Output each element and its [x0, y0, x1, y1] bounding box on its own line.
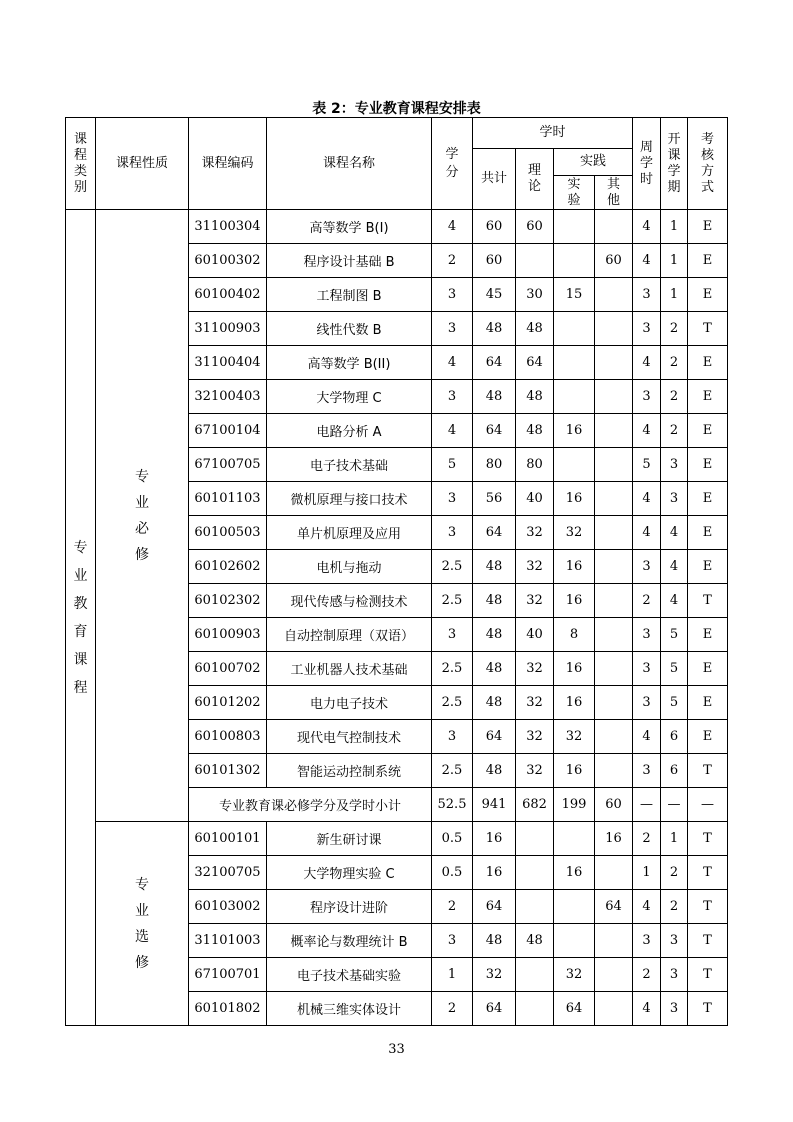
course-exam-type: T	[688, 924, 728, 958]
course-name: 高等数学 B(II)	[267, 346, 432, 380]
course-exam-type: E	[688, 380, 728, 414]
course-semester: 2	[661, 380, 688, 414]
header-experiment-text: 实验	[567, 176, 581, 208]
course-theory-hours: 32	[516, 584, 554, 618]
course-credit: 2	[432, 890, 473, 924]
course-theory-hours	[516, 958, 554, 992]
course-name: 电子技术基础实验	[267, 958, 432, 992]
course-semester: 2	[661, 346, 688, 380]
course-other-hours	[595, 312, 633, 346]
course-code: 60100702	[189, 652, 267, 686]
course-theory-hours: 32	[516, 754, 554, 788]
header-exam	[688, 118, 728, 210]
course-code: 31100903	[189, 312, 267, 346]
course-experiment-hours	[554, 210, 595, 244]
course-code: 60101202	[189, 686, 267, 720]
course-weekly-hours: 3	[633, 618, 661, 652]
course-experiment-hours	[554, 312, 595, 346]
course-weekly-hours: 2	[633, 584, 661, 618]
course-weekly-hours: 3	[633, 312, 661, 346]
course-code: 60101103	[189, 482, 267, 516]
course-exam-type: T	[688, 584, 728, 618]
course-semester: 5	[661, 618, 688, 652]
course-name: 现代传感与检测技术	[267, 584, 432, 618]
course-name: 现代电气控制技术	[267, 720, 432, 754]
course-other-hours	[595, 958, 633, 992]
header-exam-text: 考核方式	[701, 131, 715, 195]
course-theory-hours	[516, 890, 554, 924]
course-credit: 2.5	[432, 686, 473, 720]
subtotal-weekly: —	[633, 788, 661, 822]
course-code: 60103002	[189, 890, 267, 924]
course-exam-type: E	[688, 244, 728, 278]
subtotal-total: 941	[473, 788, 516, 822]
course-name: 智能运动控制系统	[267, 754, 432, 788]
course-exam-type: E	[688, 618, 728, 652]
course-theory-hours: 80	[516, 448, 554, 482]
course-other-hours	[595, 380, 633, 414]
course-semester: 1	[661, 822, 688, 856]
course-total-hours: 48	[473, 754, 516, 788]
course-credit: 3	[432, 720, 473, 754]
course-name: 自动控制原理（双语）	[267, 618, 432, 652]
course-other-hours	[595, 686, 633, 720]
course-theory-hours: 48	[516, 924, 554, 958]
required-nature-cell	[96, 210, 189, 822]
course-credit: 3	[432, 924, 473, 958]
subtotal-experiment: 199	[554, 788, 595, 822]
header-category	[66, 118, 96, 210]
course-semester: 3	[661, 448, 688, 482]
category-label: 专业教育课程	[73, 539, 88, 696]
course-semester: 3	[661, 992, 688, 1026]
course-exam-type: E	[688, 448, 728, 482]
header-other	[595, 176, 633, 210]
header-theory	[516, 149, 554, 210]
course-other-hours: 60	[595, 244, 633, 278]
course-experiment-hours	[554, 380, 595, 414]
course-semester: 2	[661, 890, 688, 924]
course-total-hours: 64	[473, 890, 516, 924]
course-semester: 5	[661, 652, 688, 686]
header-semester	[661, 118, 688, 210]
course-other-hours	[595, 754, 633, 788]
course-experiment-hours: 16	[554, 550, 595, 584]
course-weekly-hours: 2	[633, 822, 661, 856]
elective-nature-cell	[96, 822, 189, 1026]
header-code: 课程编码	[189, 118, 267, 210]
course-total-hours: 64	[473, 720, 516, 754]
course-code: 60100101	[189, 822, 267, 856]
course-other-hours	[595, 584, 633, 618]
elective-label: 专业选修	[135, 876, 149, 971]
subtotal-exam: —	[688, 788, 728, 822]
course-other-hours	[595, 992, 633, 1026]
course-weekly-hours: 2	[633, 958, 661, 992]
course-theory-hours: 32	[516, 652, 554, 686]
course-total-hours: 32	[473, 958, 516, 992]
course-credit: 2	[432, 244, 473, 278]
course-experiment-hours: 16	[554, 414, 595, 448]
course-experiment-hours: 8	[554, 618, 595, 652]
course-code: 60100803	[189, 720, 267, 754]
course-experiment-hours: 16	[554, 754, 595, 788]
course-other-hours	[595, 924, 633, 958]
course-exam-type: E	[688, 346, 728, 380]
course-other-hours	[595, 652, 633, 686]
course-total-hours: 80	[473, 448, 516, 482]
subtotal-other: 60	[595, 788, 633, 822]
course-weekly-hours: 4	[633, 244, 661, 278]
course-experiment-hours	[554, 890, 595, 924]
header-nature: 课程性质	[96, 118, 189, 210]
course-exam-type: E	[688, 720, 728, 754]
subtotal-theory: 682	[516, 788, 554, 822]
course-weekly-hours: 4	[633, 414, 661, 448]
course-total-hours: 48	[473, 652, 516, 686]
course-total-hours: 64	[473, 414, 516, 448]
course-credit: 3	[432, 278, 473, 312]
course-credit: 2.5	[432, 584, 473, 618]
header-total: 共计	[473, 149, 516, 210]
course-semester: 5	[661, 686, 688, 720]
course-semester: 4	[661, 550, 688, 584]
course-other-hours	[595, 516, 633, 550]
course-credit: 4	[432, 414, 473, 448]
course-other-hours	[595, 448, 633, 482]
course-credit: 0.5	[432, 822, 473, 856]
course-experiment-hours: 16	[554, 686, 595, 720]
course-total-hours: 48	[473, 686, 516, 720]
header-weekly	[633, 118, 661, 210]
course-credit: 3	[432, 482, 473, 516]
course-semester: 6	[661, 720, 688, 754]
course-code: 60102302	[189, 584, 267, 618]
course-semester: 1	[661, 244, 688, 278]
course-theory-hours: 60	[516, 210, 554, 244]
course-name: 机械三维实体设计	[267, 992, 432, 1026]
course-total-hours: 16	[473, 822, 516, 856]
course-other-hours	[595, 856, 633, 890]
course-code: 31101003	[189, 924, 267, 958]
course-credit: 3	[432, 380, 473, 414]
course-table	[65, 117, 728, 1026]
course-experiment-hours: 16	[554, 584, 595, 618]
course-exam-type: T	[688, 754, 728, 788]
course-weekly-hours: 4	[633, 890, 661, 924]
course-name: 程序设计基础 B	[267, 244, 432, 278]
course-weekly-hours: 4	[633, 210, 661, 244]
course-theory-hours: 48	[516, 380, 554, 414]
course-weekly-hours: 3	[633, 550, 661, 584]
course-name: 高等数学 B(I)	[267, 210, 432, 244]
course-other-hours	[595, 618, 633, 652]
course-code: 60100302	[189, 244, 267, 278]
course-experiment-hours	[554, 244, 595, 278]
course-total-hours: 56	[473, 482, 516, 516]
header-theory-text: 理论	[527, 163, 541, 194]
required-label: 专业必修	[135, 468, 149, 563]
course-credit: 4	[432, 346, 473, 380]
course-weekly-hours: 4	[633, 516, 661, 550]
course-semester: 2	[661, 312, 688, 346]
course-name: 工程制图 B	[267, 278, 432, 312]
course-weekly-hours: 1	[633, 856, 661, 890]
course-credit: 0.5	[432, 856, 473, 890]
course-experiment-hours: 16	[554, 482, 595, 516]
course-weekly-hours: 3	[633, 686, 661, 720]
category-cell	[66, 210, 96, 1026]
course-theory-hours: 32	[516, 516, 554, 550]
course-total-hours: 48	[473, 924, 516, 958]
course-weekly-hours: 5	[633, 448, 661, 482]
course-name: 单片机原理及应用	[267, 516, 432, 550]
course-exam-type: E	[688, 210, 728, 244]
course-exam-type: E	[688, 482, 728, 516]
course-code: 67100701	[189, 958, 267, 992]
course-experiment-hours: 64	[554, 992, 595, 1026]
course-experiment-hours: 16	[554, 856, 595, 890]
header-name: 课程名称	[267, 118, 432, 210]
course-experiment-hours	[554, 346, 595, 380]
course-weekly-hours: 4	[633, 482, 661, 516]
course-semester: 3	[661, 924, 688, 958]
course-theory-hours: 64	[516, 346, 554, 380]
course-theory-hours: 32	[516, 720, 554, 754]
course-experiment-hours	[554, 448, 595, 482]
header-weekly-text: 周学时	[640, 139, 654, 187]
course-theory-hours: 32	[516, 550, 554, 584]
course-weekly-hours: 3	[633, 652, 661, 686]
subtotal-label: 专业教育课必修学分及学时小计	[189, 788, 432, 822]
course-weekly-hours: 3	[633, 754, 661, 788]
header-semester-text: 开课学期	[667, 131, 681, 195]
course-name: 概率论与数理统计 B	[267, 924, 432, 958]
course-theory-hours	[516, 992, 554, 1026]
course-other-hours	[595, 482, 633, 516]
course-credit: 5	[432, 448, 473, 482]
course-credit: 2.5	[432, 550, 473, 584]
course-credit: 1	[432, 958, 473, 992]
course-code: 31100304	[189, 210, 267, 244]
course-total-hours: 45	[473, 278, 516, 312]
course-experiment-hours: 16	[554, 652, 595, 686]
header-credit	[432, 118, 473, 210]
course-credit: 2.5	[432, 652, 473, 686]
course-total-hours: 48	[473, 312, 516, 346]
course-theory-hours: 32	[516, 686, 554, 720]
course-semester: 1	[661, 278, 688, 312]
course-exam-type: T	[688, 958, 728, 992]
course-semester: 2	[661, 414, 688, 448]
course-exam-type: E	[688, 550, 728, 584]
course-exam-type: E	[688, 278, 728, 312]
table-body	[66, 210, 728, 1026]
header-practice: 实践	[554, 149, 633, 176]
course-semester: 3	[661, 482, 688, 516]
header-experiment	[554, 176, 595, 210]
course-experiment-hours	[554, 822, 595, 856]
header-other-text: 其他	[606, 176, 620, 208]
course-credit: 3	[432, 516, 473, 550]
course-name: 工业机器人技术基础	[267, 652, 432, 686]
course-code: 32100705	[189, 856, 267, 890]
course-total-hours: 64	[473, 346, 516, 380]
course-weekly-hours: 3	[633, 924, 661, 958]
course-exam-type: E	[688, 652, 728, 686]
course-exam-type: E	[688, 686, 728, 720]
course-name: 电机与拖动	[267, 550, 432, 584]
header-credit-text: 学分	[445, 146, 459, 180]
course-code: 60100503	[189, 516, 267, 550]
course-exam-type: T	[688, 992, 728, 1026]
course-semester: 4	[661, 584, 688, 618]
course-other-hours	[595, 346, 633, 380]
course-exam-type: E	[688, 516, 728, 550]
course-other-hours	[595, 210, 633, 244]
course-weekly-hours: 4	[633, 992, 661, 1026]
course-other-hours: 16	[595, 822, 633, 856]
course-theory-hours: 30	[516, 278, 554, 312]
course-code: 67100705	[189, 448, 267, 482]
course-name: 微机原理与接口技术	[267, 482, 432, 516]
course-credit: 3	[432, 618, 473, 652]
course-other-hours	[595, 720, 633, 754]
page-number: 33	[388, 1042, 405, 1057]
course-weekly-hours: 4	[633, 720, 661, 754]
header-category-text: 课程类别	[73, 131, 87, 195]
course-semester: 1	[661, 210, 688, 244]
course-total-hours: 48	[473, 380, 516, 414]
header-hours: 学时	[473, 118, 633, 149]
course-credit: 2.5	[432, 754, 473, 788]
table-row	[66, 210, 728, 244]
course-experiment-hours	[554, 924, 595, 958]
course-name: 电子技术基础	[267, 448, 432, 482]
course-other-hours: 64	[595, 890, 633, 924]
course-exam-type: T	[688, 856, 728, 890]
course-name: 线性代数 B	[267, 312, 432, 346]
course-total-hours: 16	[473, 856, 516, 890]
course-code: 60100402	[189, 278, 267, 312]
course-code: 60100903	[189, 618, 267, 652]
course-other-hours	[595, 550, 633, 584]
course-experiment-hours: 32	[554, 958, 595, 992]
course-semester: 6	[661, 754, 688, 788]
subtotal-semester: —	[661, 788, 688, 822]
course-name: 电路分析 A	[267, 414, 432, 448]
course-semester: 3	[661, 958, 688, 992]
course-credit: 3	[432, 312, 473, 346]
course-name: 新生研讨课	[267, 822, 432, 856]
course-total-hours: 48	[473, 584, 516, 618]
course-name: 电力电子技术	[267, 686, 432, 720]
course-theory-hours	[516, 244, 554, 278]
course-semester: 2	[661, 856, 688, 890]
table-row	[66, 822, 728, 856]
course-other-hours	[595, 414, 633, 448]
table-caption: 表 2：专业教育课程安排表	[312, 101, 481, 117]
course-total-hours: 60	[473, 210, 516, 244]
course-theory-hours: 48	[516, 414, 554, 448]
course-experiment-hours: 32	[554, 720, 595, 754]
course-credit: 4	[432, 210, 473, 244]
course-total-hours: 60	[473, 244, 516, 278]
course-semester: 4	[661, 516, 688, 550]
course-weekly-hours: 3	[633, 380, 661, 414]
course-total-hours: 48	[473, 618, 516, 652]
course-exam-type: T	[688, 890, 728, 924]
course-experiment-hours: 32	[554, 516, 595, 550]
subtotal-credit: 52.5	[432, 788, 473, 822]
course-name: 大学物理实验 C	[267, 856, 432, 890]
course-theory-hours: 40	[516, 618, 554, 652]
course-total-hours: 64	[473, 516, 516, 550]
course-other-hours	[595, 278, 633, 312]
course-total-hours: 48	[473, 550, 516, 584]
course-exam-type: E	[688, 414, 728, 448]
course-exam-type: T	[688, 822, 728, 856]
course-theory-hours: 48	[516, 312, 554, 346]
course-code: 32100403	[189, 380, 267, 414]
course-code: 60101802	[189, 992, 267, 1026]
course-code: 60102602	[189, 550, 267, 584]
course-name: 程序设计进阶	[267, 890, 432, 924]
course-theory-hours	[516, 822, 554, 856]
course-total-hours: 64	[473, 992, 516, 1026]
course-code: 67100104	[189, 414, 267, 448]
course-weekly-hours: 3	[633, 278, 661, 312]
course-exam-type: T	[688, 312, 728, 346]
course-code: 31100404	[189, 346, 267, 380]
course-credit: 2	[432, 992, 473, 1026]
course-code: 60101302	[189, 754, 267, 788]
course-experiment-hours: 15	[554, 278, 595, 312]
course-theory-hours	[516, 856, 554, 890]
course-weekly-hours: 4	[633, 346, 661, 380]
course-name: 大学物理 C	[267, 380, 432, 414]
course-theory-hours: 40	[516, 482, 554, 516]
